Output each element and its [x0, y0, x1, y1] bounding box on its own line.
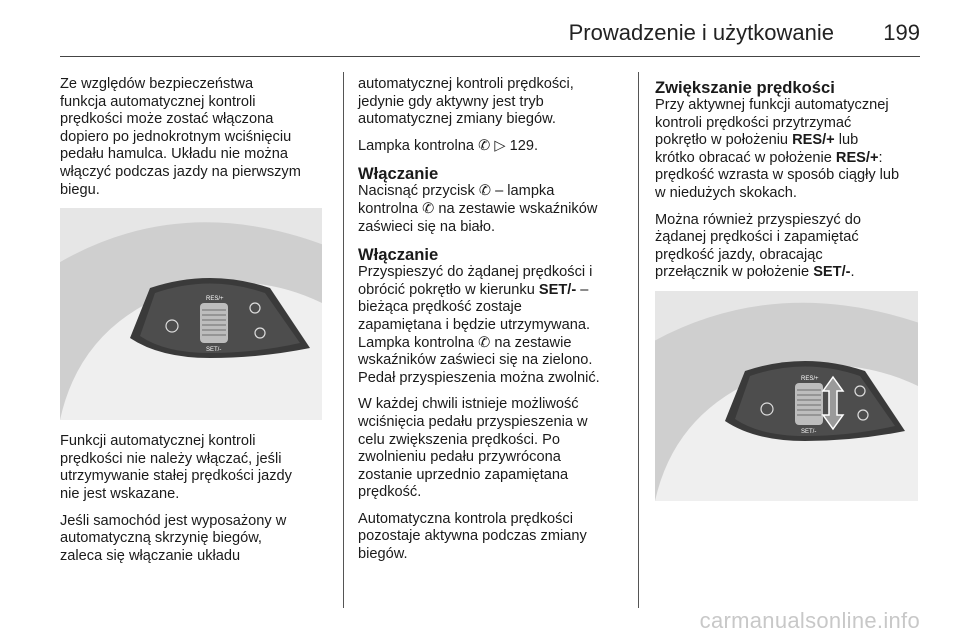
watermark: carmanualsonline.info	[699, 608, 920, 633]
res-label: RES/+	[206, 296, 224, 303]
page-number: 199	[883, 20, 920, 45]
cruise-control-icon: ✆	[478, 334, 491, 351]
column-3	[655, 76, 925, 501]
column-1	[60, 76, 335, 574]
cruise-control-icon: ✆	[478, 137, 491, 154]
paragraph: Automatyczna kontrola prędkości pozostaje aktywna podczas zmiany biegów.	[358, 510, 587, 563]
section-heading: Włączanie	[358, 164, 439, 184]
page-ref-arrow-icon: ▷	[494, 137, 506, 154]
paragraph: automatycznej kontroli prędkości, jedynie gdy aktywny jest tryb automatycznej zmiany biegów.	[358, 76, 574, 128]
set-label: SET/-	[206, 347, 222, 354]
column-divider-2	[638, 72, 639, 608]
paragraph: Można również przyspieszyć do żądanej prędkości i zapamiętać prędkość jazdy, obracając przełącznik w położenie SET/-.	[655, 211, 862, 281]
section-heading: Włączanie	[358, 245, 439, 265]
column-divider-1	[343, 72, 344, 608]
paragraph: W każdej chwili istnieje możliwość wciśnięcia pedału przyspieszenia w celu zwiększenia prędkości. Po zwolnieniu pedału przywrócona zostanie uprzednio zapamiętana prędkość.	[358, 396, 588, 501]
paragraph: Funkcji automatycznej kontroli prędkości nie należy włączać, jeśli utrzymywanie stałej prędkości jazdy nie jest wskazane.	[60, 433, 292, 502]
paragraph: Nacisnąć przycisk ✆ – lampka kontrolna ✆ na zestawie wskaźników zaświeci się na biało.	[358, 183, 598, 235]
page-header	[60, 14, 920, 48]
paragraph: Lampka kontrolna ✆ ▷ 129.	[358, 137, 539, 154]
cruise-control-icon: ✆	[478, 183, 492, 200]
set-label: SET/-	[801, 428, 817, 435]
paragraph: Jeśli samochód jest wyposażony w automatyczną skrzynię biegów, zaleca się włączanie układu	[60, 512, 287, 564]
paragraph: Przyspieszyć do żądanej prędkości i obrócić pokrętło w kierunku SET/- – bieżąca prędkość zostaje zapamiętana i będzie utrzymywana. Lampka kontrolna ✆ na zestawie wskaźników zaświeci się na zielono. Pedał przyspieszenia można zwolnić.	[358, 264, 600, 386]
section-heading: Zwiększanie prędkości	[655, 78, 835, 97]
steering-wheel-photo	[60, 208, 322, 420]
column-2	[358, 76, 633, 573]
steering-wheel-switch-photo	[655, 291, 918, 501]
paragraph: Przy aktywnej funkcji automatycznej kontroli prędkości przytrzymać pokrętło w położeniu RES/+ lub krótko obracać w położenie RES/+: prędkość wzrasta w sposób ciągły lub w niedużych skokach.	[655, 97, 900, 201]
paragraph: Ze względów bezpieczeństwa funkcja automatycznej kontroli prędkości może zostać włączona dopiero po jednokrotnym wciśnięciu pedału hamulca. Układu nie można włączyć podczas jazdy na pierwszym biegu.	[60, 76, 301, 198]
page-title: Prowadzenie i użytkowanie	[568, 20, 834, 45]
res-label: RES/+	[801, 375, 819, 382]
header-rule	[60, 56, 920, 57]
cruise-control-icon: ✆	[422, 200, 435, 217]
